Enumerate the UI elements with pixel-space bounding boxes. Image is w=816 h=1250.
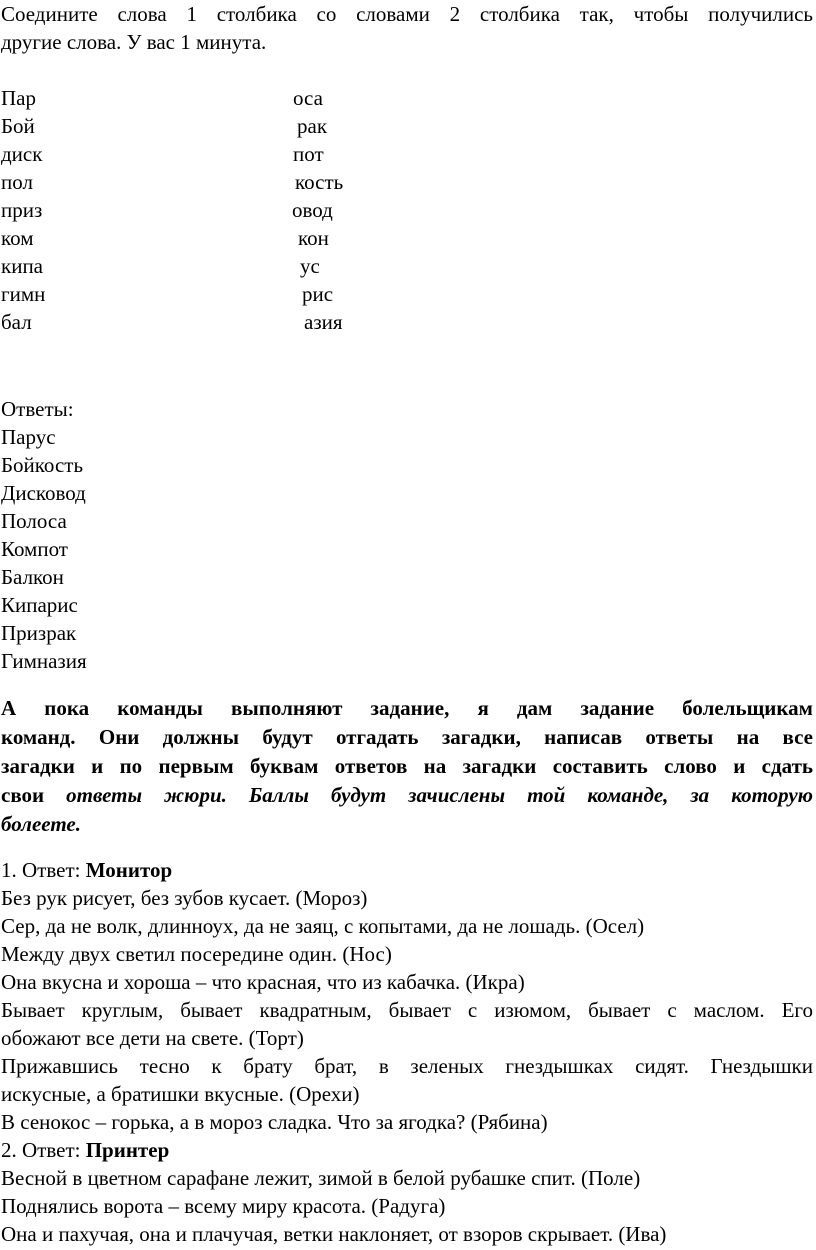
riddles-2-header bbox=[1, 1136, 169, 1164]
riddles-1-answer: Монитор bbox=[85, 858, 173, 882]
answer-item: Парус bbox=[1, 425, 56, 449]
riddle-line: Она вкусна и хороша – что красная, что из кабачка. (Икра) bbox=[1, 970, 525, 994]
pair-left: приз bbox=[1, 198, 43, 222]
pair-left: ком bbox=[1, 226, 34, 250]
answers-title: Ответы: bbox=[1, 397, 74, 421]
riddle-line: обожают все дети на свете. (Торт) bbox=[1, 1026, 304, 1050]
riddles-2-prefix: 2. Ответ: bbox=[1, 1138, 86, 1162]
pair-right: рис bbox=[302, 282, 334, 306]
answer-item: Дисковод bbox=[1, 481, 86, 505]
task-line-4-bold: свои bbox=[1, 783, 67, 807]
answer-item: Кипарис bbox=[1, 593, 78, 617]
riddle-line: Прижавшись тесно к брату брат, в зеленых гнездышках сидят. Гнездышки bbox=[1, 1054, 813, 1078]
riddle-line: В сенокос – горька, а в мороз сладка. Что за ягодка? (Рябина) bbox=[1, 1110, 548, 1134]
task-line-5: болеете. bbox=[1, 812, 81, 836]
task-line-4 bbox=[1, 781, 813, 809]
task-line-2: команд. Они должны будут отгадать загадки, написав ответы на все bbox=[1, 725, 813, 749]
pair-left: бал bbox=[1, 310, 32, 334]
riddles-2-answer: Принтер bbox=[85, 1138, 170, 1162]
riddle-line: Весной в цветном сарафане лежит, зимой в белой рубашке спит. (Поле) bbox=[1, 1166, 641, 1190]
riddle-line: Поднялись ворота – всему миру красота. (Радуга) bbox=[1, 1194, 446, 1218]
riddle-line: Без рук рисует, без зубов кусает. (Мороз) bbox=[1, 886, 368, 910]
answer-item: Компот bbox=[1, 537, 68, 561]
pair-left: пол bbox=[1, 170, 33, 194]
answer-item: Призрак bbox=[1, 621, 77, 645]
pair-right: рак bbox=[297, 114, 328, 138]
riddle-line: Она и пахучая, она и плачучая, ветки наклоняет, от взоров скрывает. (Ива) bbox=[1, 1222, 667, 1246]
task-line-4-italic: ответы жюри. Баллы будут зачислены той команде, за которую bbox=[66, 783, 813, 807]
pair-right: ус bbox=[300, 254, 320, 278]
task-line-3: загадки и по первым буквам ответов на загадки составить слово и сдать bbox=[1, 754, 813, 778]
pair-right: кон bbox=[298, 226, 329, 250]
pair-right: азия bbox=[304, 310, 343, 334]
pair-left: диск bbox=[1, 142, 43, 166]
pair-left: кипа bbox=[1, 254, 43, 278]
pair-right: оса bbox=[293, 86, 323, 110]
riddle-line: Между двух светил посередине один. (Нос) bbox=[1, 942, 392, 966]
answer-item: Бойкость bbox=[1, 453, 84, 477]
answer-item: Полоса bbox=[1, 509, 67, 533]
riddle-line: искусные, а братишки вкусные. (Орехи) bbox=[1, 1082, 360, 1106]
pair-right: пот bbox=[293, 142, 324, 166]
riddle-line: Сер, да не волк, длинноух, да не заяц, с копытами, да не лошадь. (Осел) bbox=[1, 914, 645, 938]
pair-left: Пар bbox=[1, 86, 36, 110]
riddles-1-header bbox=[1, 856, 172, 884]
task-line-1: А пока команды выполняют задание, я дам задание болельщикам bbox=[1, 696, 813, 720]
answer-item: Гимназия bbox=[1, 649, 87, 673]
pair-left: гимн bbox=[1, 282, 46, 306]
riddles-1-prefix: 1. Ответ: bbox=[1, 858, 86, 882]
intro-line-1: Соедините слова 1 столбика со словами 2 столбика так, чтобы получились bbox=[1, 2, 813, 26]
intro-line-2: другие слова. У вас 1 минута. bbox=[1, 30, 267, 54]
pair-right: кость bbox=[295, 170, 344, 194]
answer-item: Балкон bbox=[1, 565, 64, 589]
pair-right: овод bbox=[292, 198, 333, 222]
riddle-line: Бывает круглым, бывает квадратным, бывает с изюмом, бывает с маслом. Его bbox=[1, 998, 813, 1022]
pair-left: Бой bbox=[1, 114, 35, 138]
